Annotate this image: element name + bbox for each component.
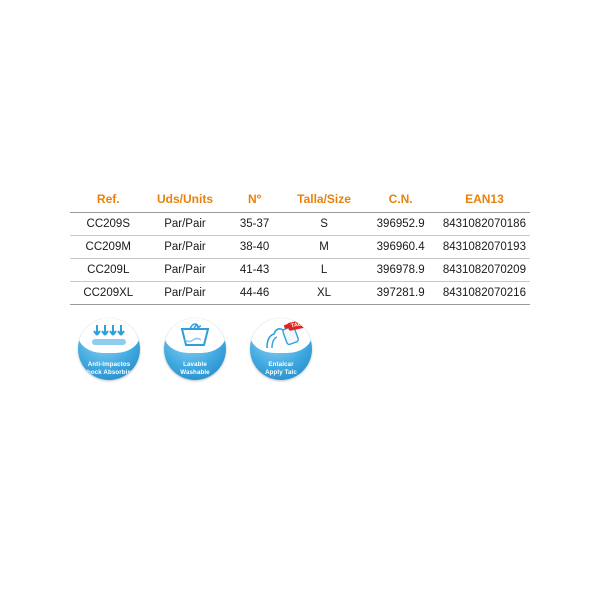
icon-caption-line2: Washable	[180, 368, 210, 376]
cell-size: L	[286, 259, 363, 282]
cell-ean13: 8431082070186	[439, 213, 530, 236]
cell-cn: 397281.9	[362, 282, 438, 305]
cell-units: Par/Pair	[147, 213, 224, 236]
cell-ean13: 8431082070209	[439, 259, 530, 282]
cell-size: M	[286, 236, 363, 259]
cell-cn: 396960.4	[362, 236, 438, 259]
cell-ean13: 8431082070216	[439, 282, 530, 305]
icon-caption-line2: Apply Talc	[265, 368, 297, 376]
column-header-ref: Ref.	[70, 190, 147, 213]
cell-ean13: 8431082070193	[439, 236, 530, 259]
cell-ref: CC209L	[70, 259, 147, 282]
cell-number: 41-43	[224, 259, 286, 282]
icon-caption-line1: Anti-Impactos	[87, 361, 131, 369]
table-row	[70, 213, 530, 236]
cell-units: Par/Pair	[147, 259, 224, 282]
table-body	[70, 213, 530, 305]
cell-units: Par/Pair	[147, 282, 224, 305]
cell-size: XL	[286, 282, 363, 305]
cell-size: S	[286, 213, 363, 236]
icon-caption	[78, 361, 140, 376]
product-table	[70, 190, 530, 305]
shock-absorbing-icon	[78, 318, 140, 380]
column-header-cn: C.N.	[362, 190, 438, 213]
talc-badge-label: TALC	[287, 319, 308, 331]
icon-caption	[250, 361, 312, 376]
cell-ref: CC209S	[70, 213, 147, 236]
table-row	[70, 236, 530, 259]
column-header-size: Talla/Size	[286, 190, 363, 213]
care-symbols-row	[78, 318, 312, 380]
cell-cn: 396952.9	[362, 213, 438, 236]
washable-icon	[164, 318, 226, 380]
table-row	[70, 259, 530, 282]
cell-ref: CC209M	[70, 236, 147, 259]
icon-caption-line1: Lavable	[183, 361, 207, 369]
product-table-container	[70, 190, 530, 305]
cell-number: 44-46	[224, 282, 286, 305]
table-row	[70, 282, 530, 305]
table-header	[70, 190, 530, 213]
cell-number: 35-37	[224, 213, 286, 236]
column-header-units: Uds/Units	[147, 190, 224, 213]
column-header-ean13: EAN13	[439, 190, 530, 213]
cell-number: 38-40	[224, 236, 286, 259]
apply-talc-icon	[250, 318, 312, 380]
icon-caption-line1: Entalcar	[268, 361, 294, 369]
cell-ref: CC209XL	[70, 282, 147, 305]
hand-wash-basin-icon	[164, 320, 226, 354]
icon-caption-line2: Shock Absorbing	[82, 368, 136, 376]
table-header-row	[70, 190, 530, 213]
column-header-number: Nº	[224, 190, 286, 213]
cell-units: Par/Pair	[147, 236, 224, 259]
cell-cn: 396978.9	[362, 259, 438, 282]
shock-arrows-icon	[78, 320, 140, 354]
icon-caption	[164, 361, 226, 376]
